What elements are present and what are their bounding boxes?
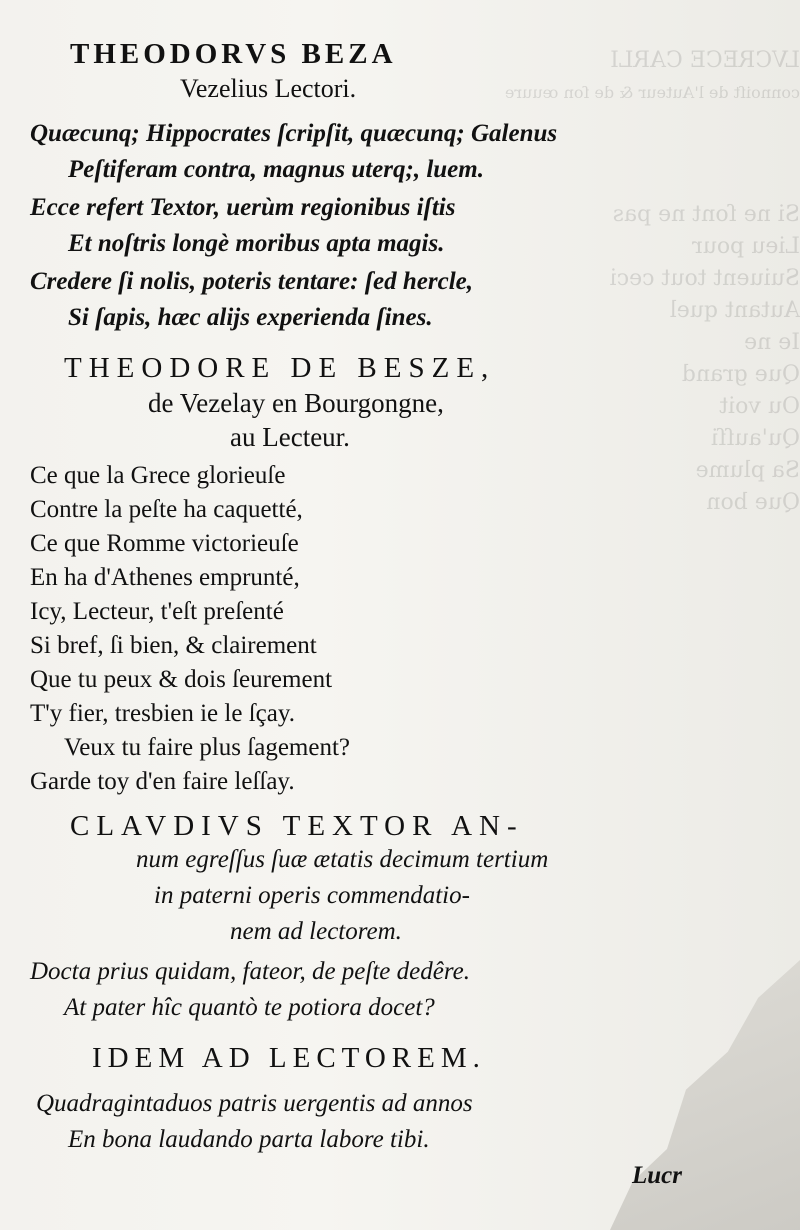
- poem1-line: Si ſapis, hæc alijs experienda ſines.: [68, 304, 433, 331]
- poem4-line: En bona laudando parta labore tibi.: [68, 1126, 430, 1153]
- poem2-line: En ha d'Athenes emprunté,: [30, 564, 300, 591]
- poem3-line: At pater hîc quantò te potiora docet?: [64, 994, 435, 1021]
- show-through-line: Si ne ſont ne pas: [612, 202, 800, 227]
- show-through-line: Ou voit: [719, 394, 800, 419]
- show-through-line: Qu'auſſi: [711, 426, 800, 451]
- show-through-line: Lieu pour: [692, 234, 800, 259]
- poem2-line: Ce que Romme victorieuſe: [30, 530, 299, 557]
- poem2-title: THEODORE DE BESZE,: [64, 352, 496, 384]
- poem3-heading-line: in paterni operis commendatio-: [154, 882, 470, 909]
- poem3-line: Docta prius quidam, fateor, de peſte dedêre.: [30, 958, 470, 985]
- show-through-line: Autant quel: [669, 298, 800, 323]
- show-through-line: Que grand: [681, 362, 800, 387]
- poem1-line: Et noſtris longè moribus apta magis.: [68, 230, 445, 257]
- show-through-line: Suiuent tout ceci: [609, 266, 800, 291]
- show-through-line: Ie ne: [744, 330, 800, 355]
- show-through-line: connoiſt de l'Auteur & de ſon œuure: [504, 83, 800, 102]
- poem2-line: Veux tu faire plus ſagement?: [64, 734, 351, 761]
- poem1-title: THEODORVS BEZA: [70, 38, 397, 70]
- poem3-heading-line: nem ad lectorem.: [230, 918, 402, 945]
- poem1-subtitle: Vezelius Lectori.: [180, 74, 357, 103]
- poem2-subtitle: de Vezelay en Bourgongne,: [148, 388, 444, 418]
- show-through-text: [504, 45, 800, 565]
- poem2-line: Ce que la Grece glorieuſe: [30, 462, 286, 489]
- show-through-line: LVCRECE CARLI: [610, 48, 800, 73]
- poem2-line: Icy, Lecteur, t'eſt preſenté: [30, 598, 284, 625]
- poem4-title: IDEM AD LECTOREM.: [92, 1042, 486, 1074]
- poem2-line: Si bref, ſi bien, & clairement: [30, 632, 317, 659]
- poem2-line: Que tu peux & dois ſeurement: [30, 666, 333, 693]
- poem1-line: Ecce refert Textor, uerùm regionibus iſtis: [30, 194, 456, 221]
- poem2-line: T'y fier, tresbien ie le ſçay.: [30, 700, 295, 727]
- poem4-line: Quadragintaduos patris uergentis ad annos: [36, 1090, 473, 1117]
- poem2-subtitle: au Lecteur.: [230, 422, 350, 452]
- poem3-heading-line: num egreſſus ſuæ ætatis decimum tertium: [136, 846, 549, 873]
- poem2-line: Garde toy d'en faire leſſay.: [30, 768, 295, 795]
- poem1-line: Quæcunq; Hippocrates ſcripſit, quæcunq; Galenus: [30, 120, 558, 147]
- show-through-line: Sa plume: [695, 458, 800, 483]
- poem1-line: Peſtiferam contra, magnus uterq;, luem.: [68, 156, 484, 183]
- catchword: Lucr: [632, 1162, 682, 1189]
- poem2-line: Contre la peſte ha caquetté,: [30, 496, 303, 523]
- show-through-line: Que bon: [706, 490, 800, 515]
- poem3-title: CLAVDIVS TEXTOR AN-: [70, 810, 524, 842]
- poem1-line: Credere ſi nolis, poteris tentare: ſed hercle,: [30, 268, 473, 295]
